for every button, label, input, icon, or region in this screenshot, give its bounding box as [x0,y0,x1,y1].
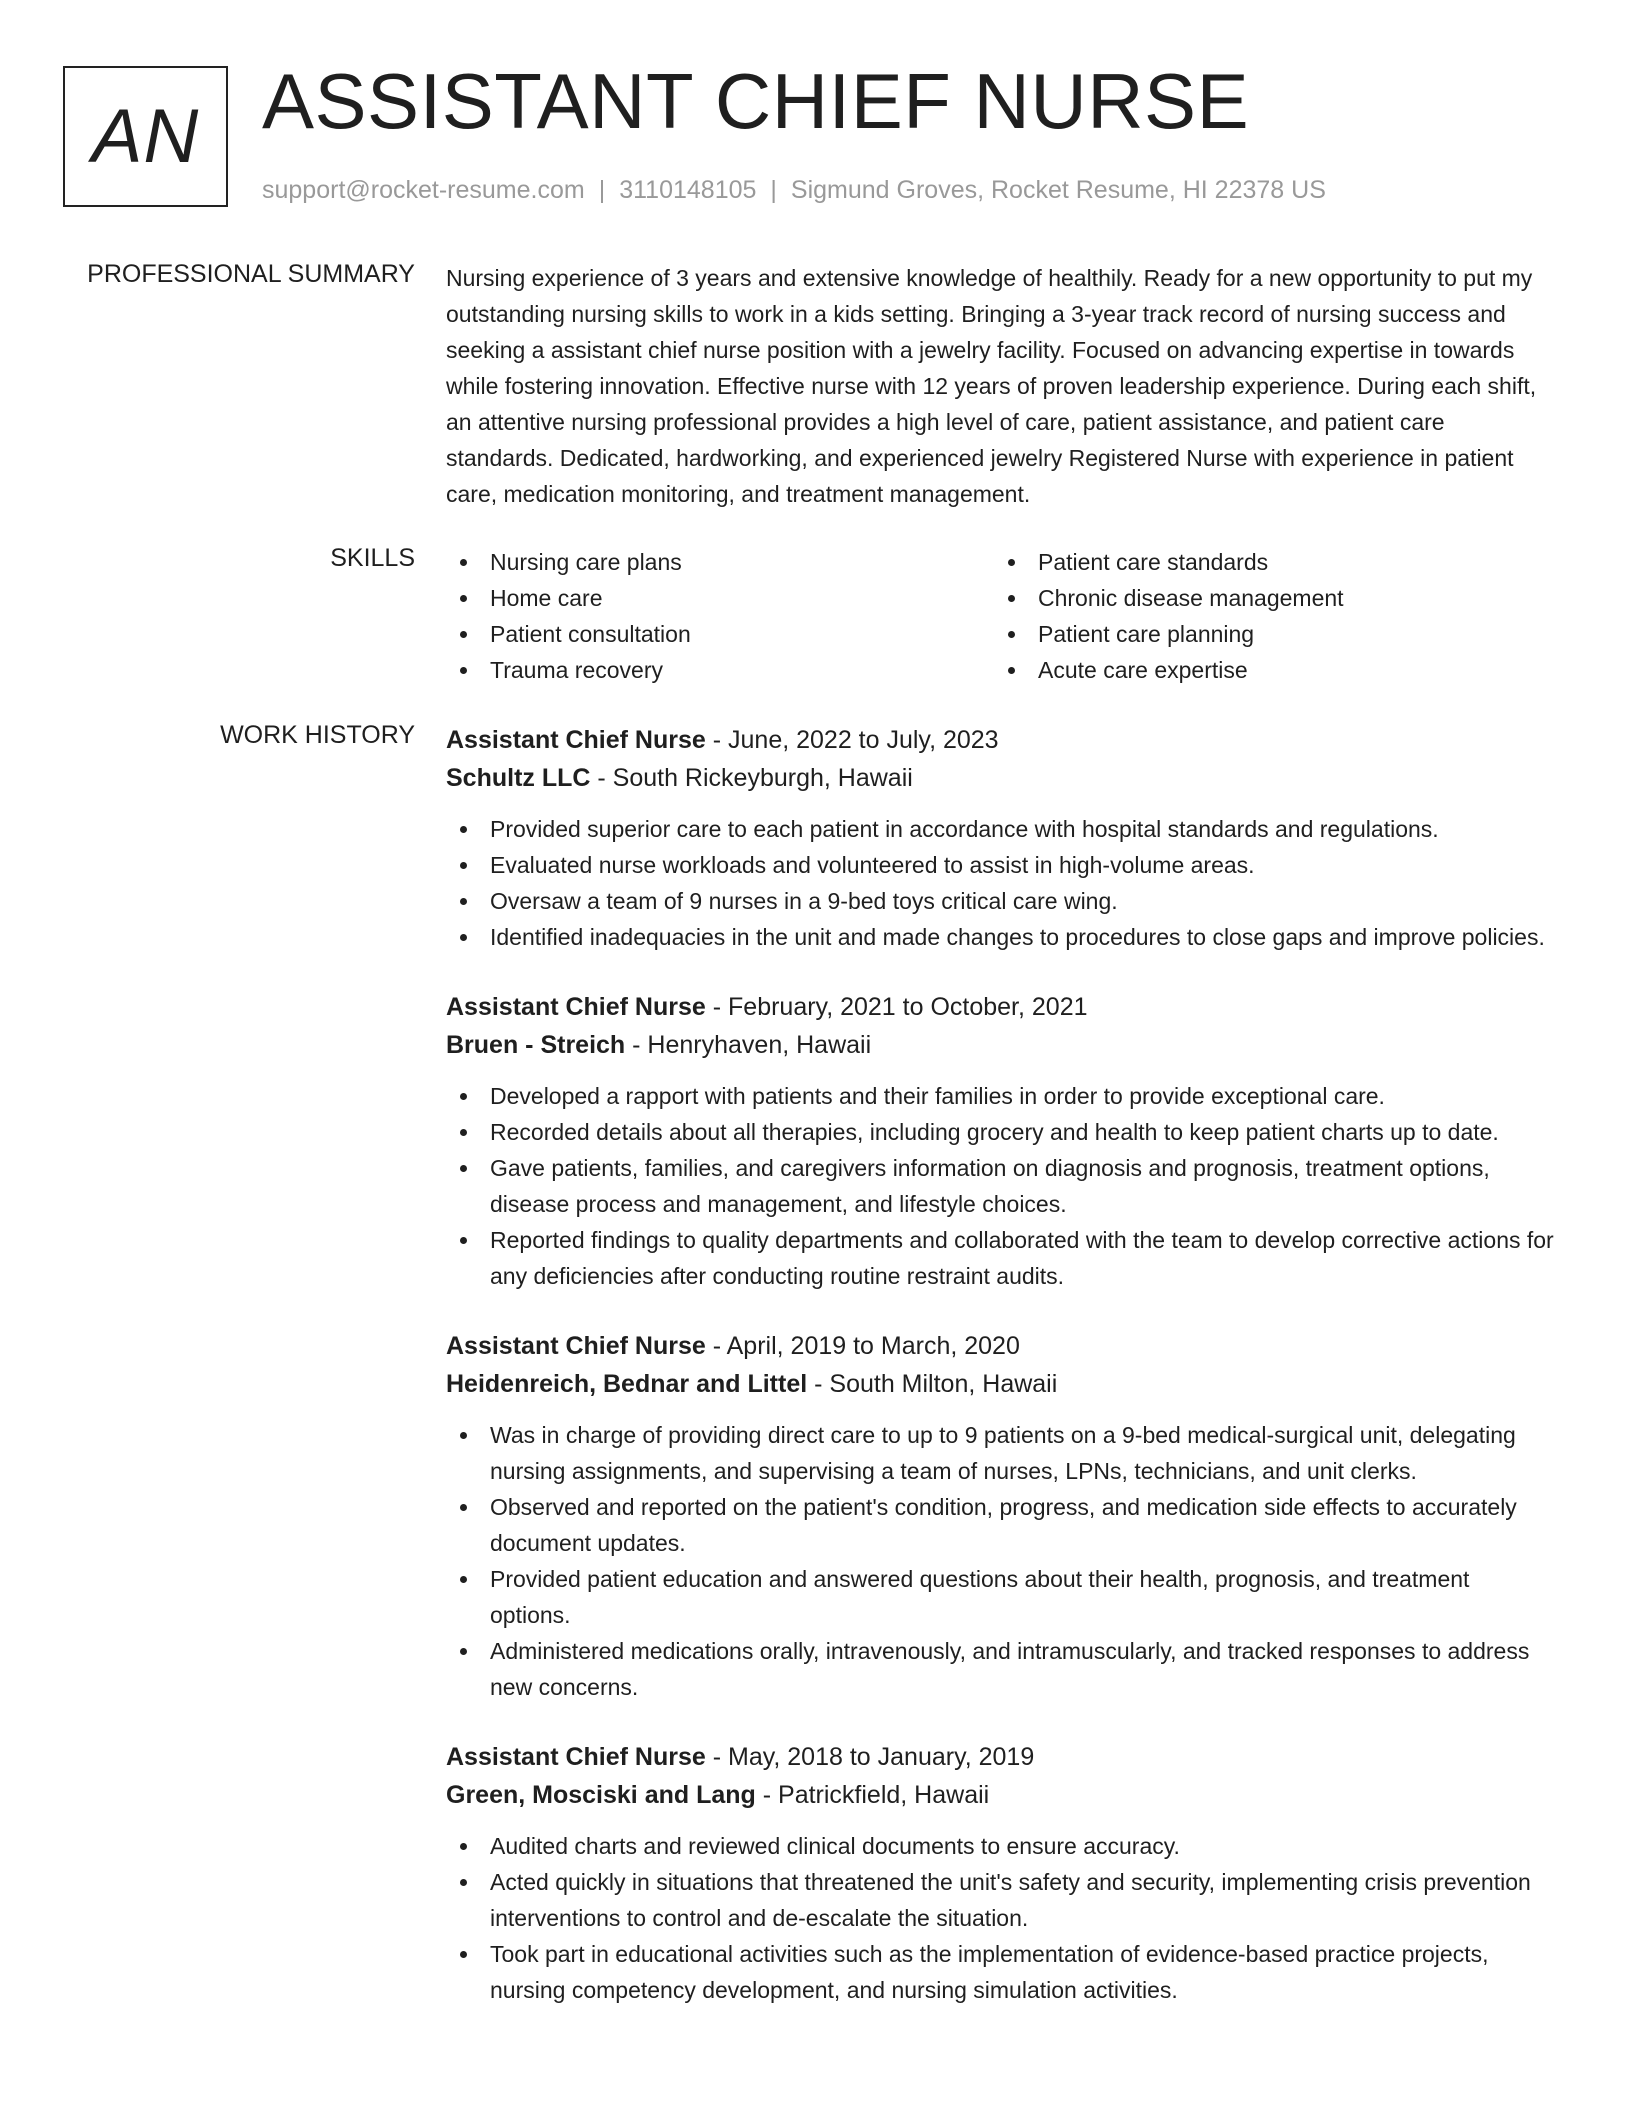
skill-item: Chronic disease management [994,580,1542,616]
job-dates: - April, 2019 to March, 2020 [705,1332,1020,1360]
skills-body [446,544,1556,688]
job-bullet-list [446,1828,1556,2008]
skill-item: Patient consultation [446,616,994,652]
job-location: - South Rickeyburgh, Hawaii [590,764,913,792]
skill-item: Acute care expertise [994,652,1542,688]
job-bullet: Audited charts and reviewed clinical documents to ensure accuracy. [446,1828,1556,1864]
job-bullet: Developed a rapport with patients and their families in order to provide exceptional care. [446,1078,1556,1114]
job-title-line [446,1327,1556,1365]
work-history-label: WORK HISTORY [220,721,415,749]
job-location: - Henryhaven, Hawaii [625,1031,872,1059]
job-title-line [446,988,1556,1026]
job-bullet: Evaluated nurse workloads and volunteered to assist in high-volume areas. [446,847,1556,883]
skill-item: Nursing care plans [446,544,994,580]
monogram-badge: AN [63,66,228,207]
job-dates: - June, 2022 to July, 2023 [705,726,999,754]
contact-separator: | [770,176,777,204]
skills-left-list [446,544,994,688]
job-entry [446,1327,1556,1705]
job-entry [446,988,1556,1294]
job-title: Assistant Chief Nurse [446,726,706,754]
contact-phone[interactable]: 3110148105 [619,176,757,204]
job-bullet: Gave patients, families, and caregivers information on diagnosis and prognosis, treatment options, disease process and management, and lifestyle choices. [446,1150,1556,1222]
skill-item: Trauma recovery [446,652,994,688]
job-bullet: Was in charge of providing direct care to up to 9 patients on a 9-bed medical-surgical unit, delegating nursing assignments, and supervising a team of nurses, LPNs, technicians, and unit clerks. [446,1417,1556,1489]
job-bullet-list [446,1078,1556,1294]
job-company-line [446,1026,1556,1064]
contact-address: Sigmund Groves, Rocket Resume, HI 22378 US [790,176,1326,204]
skills-right-list [994,544,1542,688]
job-bullet: Observed and reported on the patient's condition, progress, and medication side effects to accurately document updates. [446,1489,1556,1561]
job-bullet: Acted quickly in situations that threatened the unit's safety and security, implementing crisis prevention interventions to control and de-escalate the situation. [446,1864,1556,1936]
job-company: Green, Mosciski and Lang [446,1781,756,1809]
job-company: Heidenreich, Bednar and Littel [446,1370,808,1398]
job-bullet: Administered medications orally, intravenously, and intramuscularly, and tracked responses to address new concerns. [446,1633,1556,1705]
summary-body [446,260,1556,512]
job-bullet: Oversaw a team of 9 nurses in a 9-bed toys critical care wing. [446,883,1556,919]
job-company-line [446,1365,1556,1403]
contact-line [262,176,1326,205]
contact-separator: | [598,176,606,204]
job-bullet: Provided superior care to each patient in accordance with hospital standards and regulations. [446,811,1556,847]
job-bullet-list [446,811,1556,955]
job-title: Assistant Chief Nurse [446,993,706,1021]
skills-grid [446,544,1556,688]
job-bullet: Took part in educational activities such as the implementation of evidence-based practice projects, nursing competency development, and nursing simulation activities. [446,1936,1556,2008]
job-title: Assistant Chief Nurse [446,1743,706,1771]
job-bullet: Reported findings to quality departments and collaborated with the team to develop corrective actions for any deficiencies after conducting routine restraint audits. [446,1222,1556,1294]
job-company-line [446,759,1556,797]
job-dates: - February, 2021 to October, 2021 [705,993,1088,1021]
job-location: - Patrickfield, Hawaii [755,1781,990,1809]
job-location: - South Milton, Hawaii [807,1370,1058,1398]
job-entry [446,721,1556,955]
skill-item: Home care [446,580,994,616]
summary-label: PROFESSIONAL SUMMARY [87,260,415,288]
contact-email[interactable]: support@rocket-resume.com [262,176,585,204]
job-bullet-list [446,1417,1556,1705]
job-entry [446,1738,1556,2008]
summary-text: Nursing experience of 3 years and extensive knowledge of healthily. Ready for a new opportunity to put my outstanding nursing skills to work in a kids setting. Bringing a 3-year track record of nursing success and seeking a assistant chief nurse position with a jewelry facility. Focused on advancing expertise in towards while fostering innovation. Effective nurse with 12 years of proven leadership experience. During each shift, an attentive nursing professional provides a high level of care, patient assistance, and patient care standards. Dedicated, hardworking, and experienced jewelry Registered Nurse with experience in patient care, medication monitoring, and treatment management. [446,265,1537,507]
job-title: Assistant Chief Nurse [446,1332,706,1360]
job-bullet: Identified inadequacies in the unit and made changes to procedures to close gaps and improve policies. [446,919,1556,955]
work-history-body [446,721,1556,2041]
job-company: Bruen - Streich [446,1031,626,1059]
skill-item: Patient care planning [994,616,1542,652]
job-title-line [446,1738,1556,1776]
job-bullet: Recorded details about all therapies, including grocery and health to keep patient charts up to date. [446,1114,1556,1150]
job-company: Schultz LLC [446,764,591,792]
resume-title: ASSISTANT CHIEF NURSE [262,57,1250,145]
job-company-line [446,1776,1556,1814]
skill-item: Patient care standards [994,544,1542,580]
job-title-line [446,721,1556,759]
job-bullet: Provided patient education and answered questions about their health, prognosis, and treatment options. [446,1561,1556,1633]
skills-label: SKILLS [330,544,415,572]
job-dates: - May, 2018 to January, 2019 [705,1743,1035,1771]
